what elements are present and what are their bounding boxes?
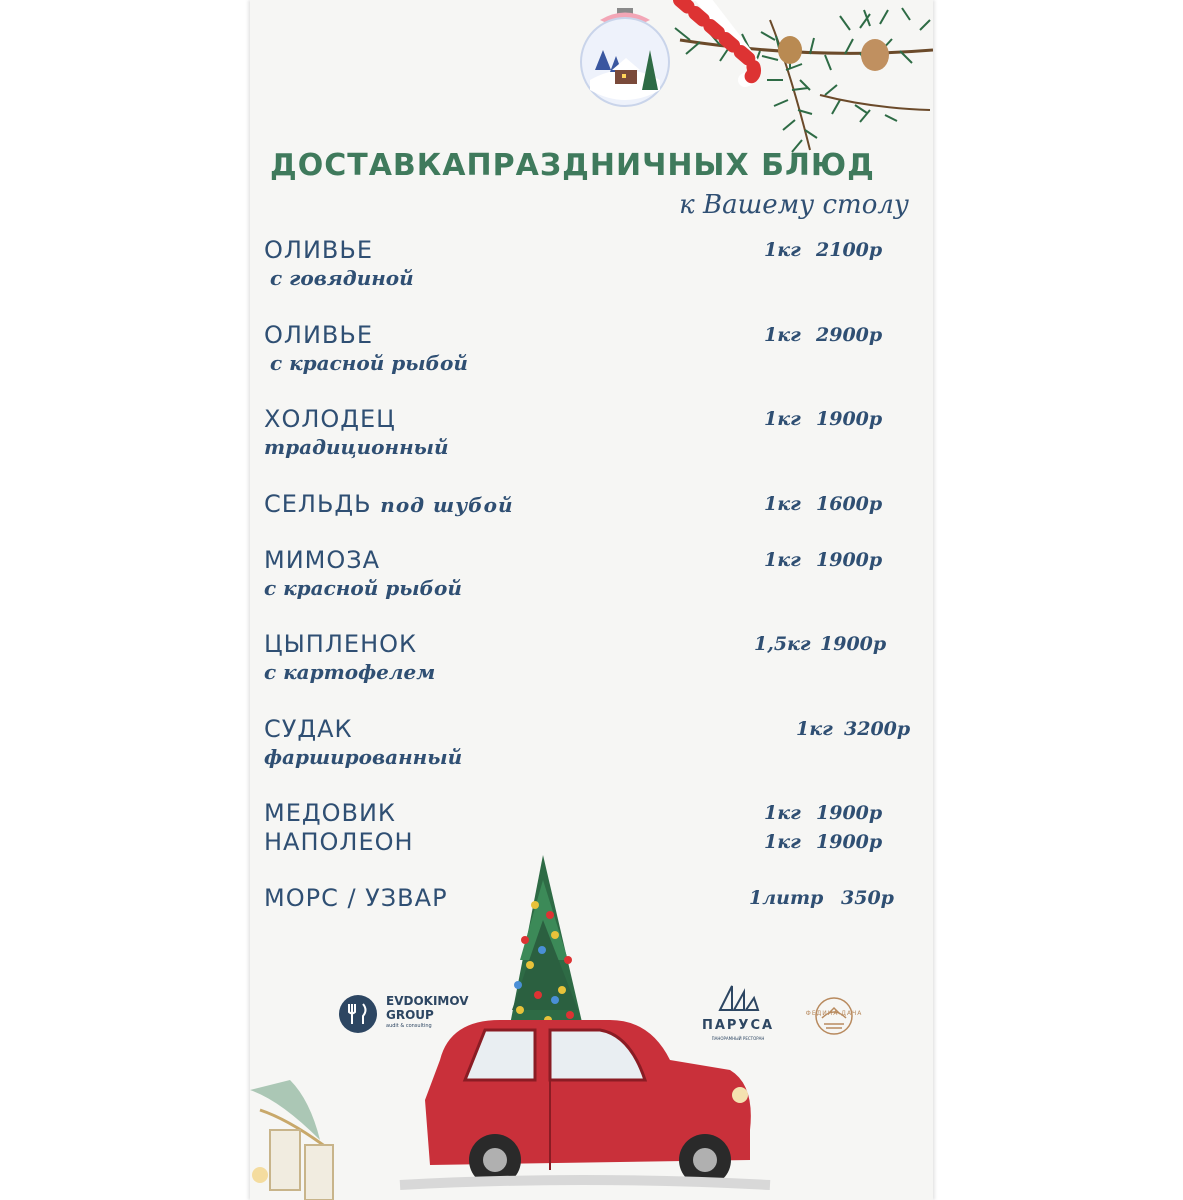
item-desc: под шубой	[380, 493, 514, 517]
parusa-logo	[686, 982, 790, 1046]
evdokimov-group-logo	[338, 992, 478, 1036]
item-cost: 2900р	[816, 324, 883, 346]
menu-item	[264, 884, 914, 912]
item-name: СУДАК	[264, 715, 353, 743]
item-desc: с красной рыбой	[264, 576, 462, 600]
menu-item	[264, 799, 914, 827]
evdokimov-tagline: audit & consulting	[386, 1023, 432, 1029]
item-weight: 1литр	[749, 887, 824, 909]
evdokimov-line1: EVDOKIMOV	[386, 994, 469, 1008]
christmas-tree-icon	[508, 855, 585, 1035]
parusa-name: ПАРУСА	[701, 1018, 775, 1033]
item-name: ЦЫПЛЕНОК	[264, 630, 418, 658]
item-name: ОЛИВЬЕ	[264, 236, 373, 264]
item-price	[796, 715, 914, 743]
item-weight: 1кг	[764, 831, 801, 853]
fedina-dacha-logo	[798, 980, 870, 1052]
item-cost: 3200р	[844, 718, 911, 740]
fedina-dacha-name: ФЕДИНА ДАЧА	[805, 1010, 863, 1017]
ornament-ball-icon	[581, 8, 669, 106]
menu-item	[264, 630, 914, 686]
item-name-main: СЕЛЬДЬ	[264, 490, 372, 518]
item-desc: традиционный	[264, 435, 449, 459]
item-name: МИМОЗА	[264, 546, 381, 574]
item-price	[749, 884, 914, 912]
evdokimov-line2: GROUP	[386, 1008, 434, 1022]
item-desc: с говядиной	[270, 266, 414, 290]
item-cost: 1900р	[816, 408, 883, 430]
item-cost: 1600р	[816, 493, 883, 515]
item-desc: с красной рыбой	[270, 351, 468, 375]
item-cost: 1900р	[820, 633, 887, 655]
item-price	[764, 828, 914, 856]
item-weight: 1кг	[764, 239, 801, 261]
menu-item	[264, 490, 914, 519]
item-desc: фаршированный	[264, 745, 463, 769]
item-weight: 1кг	[764, 549, 801, 571]
item-cost: 1900р	[816, 802, 883, 824]
item-name: МЕДОВИК	[264, 799, 396, 827]
menu-item	[264, 546, 914, 602]
menu-item	[264, 828, 914, 856]
item-cost: 1900р	[816, 549, 883, 571]
item-weight: 1кг	[796, 718, 833, 740]
item-cost: 2100р	[816, 239, 883, 261]
sails-icon	[716, 982, 760, 1012]
item-cost: 350р	[841, 887, 894, 909]
item-price	[764, 546, 914, 574]
item-price	[754, 630, 914, 658]
item-weight: 1кг	[764, 408, 801, 430]
item-price	[764, 405, 914, 433]
item-name: МОРС / УЗВАР	[264, 884, 448, 912]
menu-card	[250, 0, 933, 1200]
parusa-tagline: ПАНОРАМНЫЙ РЕСТОРАН	[711, 1036, 765, 1041]
menu-title: ДОСТАВКАПРАЗДНИЧНЫХ БЛЮД	[270, 148, 875, 183]
fork-knife-icon	[338, 994, 378, 1034]
menu-item	[264, 321, 914, 377]
menu-item	[264, 236, 914, 292]
item-weight: 1кг	[764, 493, 801, 515]
menu-item	[264, 405, 914, 461]
item-name: НАПОЛЕОН	[264, 828, 414, 856]
item-weight: 1кг	[764, 324, 801, 346]
item-price	[764, 490, 914, 518]
item-cost: 1900р	[816, 831, 883, 853]
item-desc: с картофелем	[264, 660, 436, 684]
item-price	[764, 321, 914, 349]
menu-subtitle: к Вашему столу	[679, 190, 909, 220]
item-name: ХОЛОДЕЦ	[264, 405, 396, 433]
item-name: ОЛИВЬЕ	[264, 321, 373, 349]
menu-item	[264, 715, 914, 771]
item-weight: 1кг	[764, 802, 801, 824]
item-price	[764, 799, 914, 827]
item-weight: 1,5кг	[754, 633, 811, 655]
item-price	[764, 236, 914, 264]
glasses-decoration-icon	[250, 1080, 333, 1200]
